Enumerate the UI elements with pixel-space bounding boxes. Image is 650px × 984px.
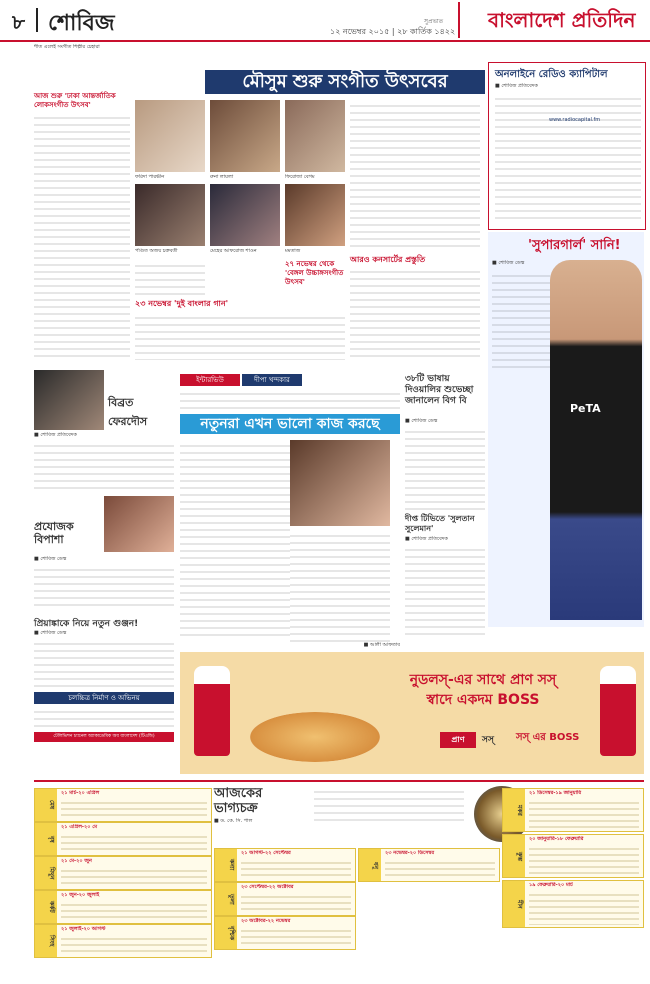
- bigb-title: ৩৮টি ভাষায় দিওয়ালির শুভেচ্ছা জানালেন বিগ বি: [405, 374, 474, 406]
- binat-byline: ■ শোবিজ প্রতিবেদক: [34, 432, 77, 438]
- online-body: [495, 93, 641, 223]
- sub4-heading: আরও কনসার্টের প্রস্তুতি: [350, 255, 426, 264]
- photo-momtaz: [285, 184, 345, 246]
- bipasha-title: প্রযোজক বিপাশা: [34, 520, 74, 546]
- header-divider: [36, 8, 38, 32]
- sub4-body: [350, 266, 480, 360]
- interview-name: দীপা খন্দকার: [242, 374, 302, 386]
- ad-line1: নুডলস্-এর সাথে প্রাণ সস্: [409, 672, 557, 688]
- caption-ajoy: পণ্ডিত অজয় চক্রবর্তী: [135, 248, 178, 254]
- photo-firoza: [285, 100, 345, 172]
- sauce-bottle-left: [194, 666, 230, 756]
- sign-range: ২১ মার্চ-২০ এপ্রিল: [61, 790, 100, 796]
- ad-brand: প্রাণ: [440, 732, 476, 748]
- page-header: [0, 0, 650, 42]
- sign-body: [61, 798, 207, 819]
- sign-name: সিংহ: [35, 925, 57, 957]
- sign-name: কর্কট: [35, 891, 57, 923]
- interview-intro: [180, 388, 400, 412]
- interview-byline: ■ আলী আফতাব: [363, 642, 400, 648]
- sub2-heading: ২৩ নভেম্বর 'দুই বাংলার গান': [135, 299, 229, 308]
- horoscope-sign-0: [34, 788, 212, 822]
- caption-firoza: ফিরোজা বেগম: [285, 174, 315, 180]
- sign-name: মেষ: [35, 789, 57, 821]
- supergirl-title: 'সুপারগার্ল' সানি!: [528, 238, 621, 253]
- photo-farida: [135, 100, 205, 172]
- horoscope-sign-7: [214, 916, 356, 950]
- sign-name: বৃষ: [35, 823, 57, 855]
- online-radio-box: [488, 62, 646, 230]
- priyanka-body: [34, 638, 174, 688]
- notice-footer: টেলিভিশন চ্যানেল অ্যাকাডেমিক অব বাংলাদেশ (টিএন্ডি): [34, 732, 174, 742]
- horoscope-author: ■ ড. কে. সি. পাল: [214, 818, 253, 824]
- section-title: শোবিজ: [48, 11, 115, 36]
- brand-name: বাংলাদেশ প্রতিদিন: [488, 8, 636, 32]
- ad-product: সস্: [482, 735, 494, 745]
- sign-name: তুলা: [215, 883, 237, 915]
- caption-farida: ফরিদা পারভীন: [135, 174, 165, 180]
- sign-range: ২১ এপ্রিল-২০ মে: [61, 824, 98, 830]
- bigb-body: [405, 426, 485, 510]
- notice-title: চলচ্চিত্র নির্মাণ ও অভিনয়: [34, 692, 174, 704]
- noodle-plate: [250, 712, 380, 762]
- sign-body: [529, 844, 639, 875]
- ad-slogan: সস্ এর BOSS: [516, 732, 580, 743]
- interview-body-right: [290, 530, 390, 642]
- sign-range: ২১ জুলাই-২০ আগস্ট: [61, 926, 106, 932]
- sign-name: ধনু: [359, 849, 381, 881]
- interview-headline: নতুনরা এখন ভালো কাজ করছে: [180, 414, 400, 434]
- caption-runa: রুনা লায়লা: [210, 174, 234, 180]
- peta-logo: PeTA: [570, 402, 601, 415]
- sign-body: [241, 858, 351, 879]
- sign-range: ২১ আগস্ট-২২ সেপ্টেম্বর: [241, 850, 291, 856]
- sub2-body-b: [135, 312, 345, 360]
- interview-tag: ইন্টারভিউ: [180, 374, 240, 386]
- sign-body: [61, 900, 207, 921]
- priyanka-byline: ■ শোবিজ ডেস্ক: [34, 630, 67, 636]
- sign-range: ২৩ নভেম্বর-২০ ডিসেম্বর: [385, 850, 435, 856]
- supergirl-box: [488, 232, 644, 627]
- sultan-byline: ■ শোবিজ প্রতিবেদক: [405, 536, 448, 542]
- horoscope-sign-11: [502, 880, 644, 928]
- prann-ad: [180, 652, 644, 774]
- brand-divider: [458, 2, 460, 38]
- horoscope-intro: [314, 786, 464, 826]
- sign-range: ২০ জানুয়ারি-১৮ ফেব্রুয়ারি: [529, 836, 584, 842]
- sign-range: ২৩ অক্টোবর-২২ নভেম্বর: [241, 918, 291, 924]
- photo-dipa: [290, 440, 390, 526]
- photo-bipasha: [104, 496, 174, 552]
- priyanka-title: প্রিয়াঙ্কাকে নিয়ে নতুন গুঞ্জন!: [34, 619, 139, 629]
- binat-body: [34, 440, 174, 490]
- photo-sunny: [550, 260, 642, 620]
- sub1-heading: আজ শুরু 'ঢাকা আন্তর্জাতিক লোকসংগীত উৎসব': [34, 92, 116, 109]
- sign-name: মিথুন: [35, 857, 57, 889]
- interview-body-left: [180, 440, 290, 640]
- sign-body: [61, 934, 207, 955]
- photo-ajoy: [135, 184, 205, 246]
- supergirl-byline: ■ শোবিজ ডেস্ক: [492, 260, 525, 266]
- sign-name: কন্যা: [215, 849, 237, 881]
- page-number: ৮: [12, 10, 25, 34]
- online-title: অনলাইনে রেডিও ক্যাপিটাল: [495, 69, 608, 80]
- sign-range: ২১ মে-২০ জুন: [61, 858, 92, 864]
- online-url[interactable]: www.radiocapital.fm: [549, 117, 601, 123]
- sign-range: ২৩ সেপ্টেম্বর-২২ অক্টোবর: [241, 884, 294, 890]
- sign-name: মীন: [503, 881, 525, 927]
- sign-body: [61, 832, 207, 853]
- photo-runa: [210, 100, 280, 172]
- main-body-right: [350, 100, 480, 250]
- sign-range: ২১ জুন-২০ জুলাই: [61, 892, 100, 898]
- supergirl-body: [492, 270, 550, 370]
- sign-body: [241, 892, 351, 913]
- binat-title: বিব্রত ফেরদৌস: [108, 396, 148, 428]
- sub2-body-a: [135, 260, 205, 296]
- sub1-body: [34, 112, 130, 362]
- online-byline: ■ শোবিজ প্রতিবেদক: [495, 83, 538, 89]
- horoscope-title: আজকের ভাগ্যচক্র: [214, 786, 263, 816]
- sign-name: বৃশ্চিক: [215, 917, 237, 949]
- sign-name: মকর: [503, 789, 525, 831]
- sign-body: [385, 858, 495, 879]
- sign-body: [529, 890, 639, 925]
- horoscope-sign-1: [34, 822, 212, 856]
- sign-body: [61, 866, 207, 887]
- horoscope-section: [34, 780, 644, 982]
- sign-body: [241, 926, 351, 947]
- sub3-heading: ২৭ নভেম্বর থেকে 'বেঙ্গল উচ্চাঙ্গসংগীত উৎসব': [285, 260, 344, 286]
- ad-line2: স্বাদে একদম BOSS: [426, 692, 540, 708]
- horoscope-sign-9: [502, 788, 644, 832]
- sign-name: কুম্ভ: [503, 835, 525, 877]
- bipasha-byline: ■ শোবিজ ডেস্ক: [34, 556, 67, 562]
- caption-momtaz: মমতাজ: [285, 248, 301, 254]
- horoscope-sign-4: [34, 924, 212, 958]
- horoscope-sign-10: [502, 834, 644, 878]
- paper-label: সুপ্রভাত: [424, 18, 444, 25]
- horoscope-sign-5: [214, 848, 356, 882]
- photo-shaon: [210, 184, 280, 246]
- sign-range: ১৯ ফেব্রুয়ারি-২০ মার্চ: [529, 882, 573, 888]
- caption-shaon: মেহের আফরোজ শাওন: [210, 248, 257, 254]
- sultan-body: [405, 544, 485, 640]
- photo-ferdous: [34, 370, 104, 430]
- horoscope-sign-6: [214, 882, 356, 916]
- notice-body: [34, 706, 174, 730]
- sign-body: [529, 798, 639, 829]
- kicker-text: শীত এলেই সংগীত শিল্পীর চেহারা: [34, 44, 100, 50]
- sultan-title: দীপ্ত টিভিতে 'সুলতান সুলেমান': [405, 514, 475, 533]
- sauce-bottle-right: [600, 666, 636, 756]
- horoscope-sign-2: [34, 856, 212, 890]
- bipasha-body: [34, 564, 174, 608]
- main-headline: মৌসুম শুরু সংগীত উৎসবের: [205, 70, 485, 94]
- horoscope-sign-8: [358, 848, 500, 882]
- horoscope-sign-3: [34, 890, 212, 924]
- header-date: ১২ নভেম্বর ২০১৫ | ২৮ কার্তিক ১৪২২: [330, 27, 456, 36]
- sign-range: ২১ ডিসেম্বর-১৯ জানুয়ারি: [529, 790, 582, 796]
- bigb-byline: ■ শোবিজ ডেস্ক: [405, 418, 438, 424]
